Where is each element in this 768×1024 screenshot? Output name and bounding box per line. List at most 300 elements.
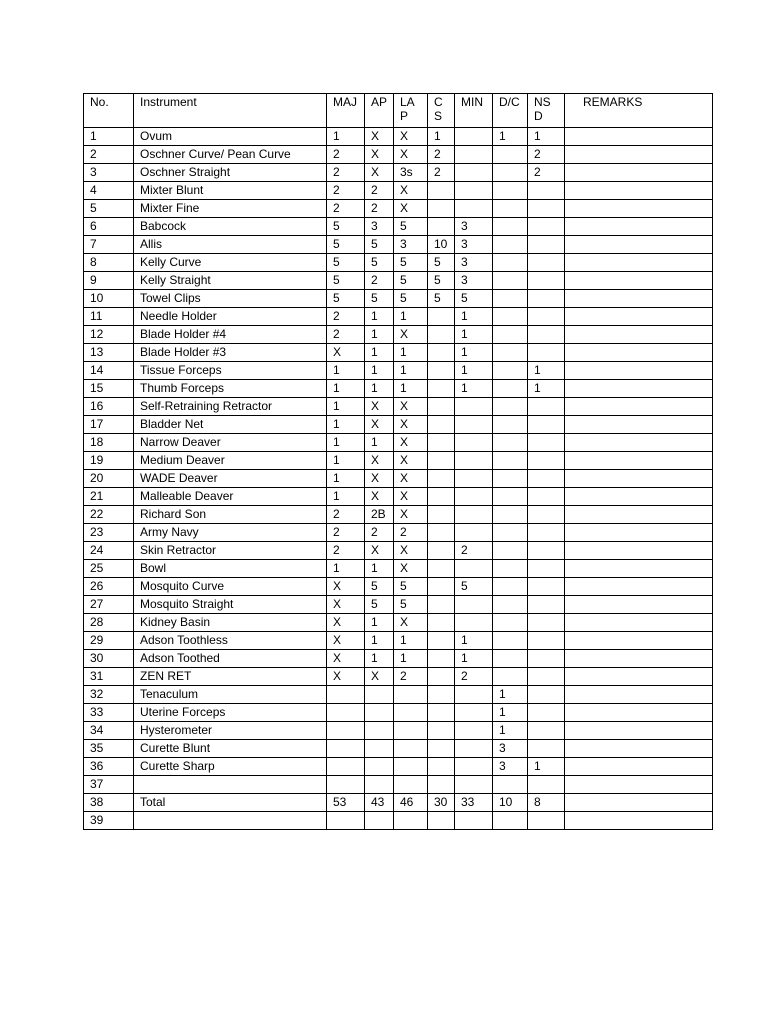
cell-no: 19 [84,452,134,470]
cell-no: 20 [84,470,134,488]
cell-nsd: 1 [528,362,565,380]
table-row [84,722,713,740]
cell-min: 5 [455,290,493,308]
cell-no: 8 [84,254,134,272]
cell-remarks [565,308,713,326]
cell-min [455,560,493,578]
cell-instrument: Richard Son [134,506,327,524]
cell-nsd [528,578,565,596]
cell-nsd [528,452,565,470]
cell-no: 15 [84,380,134,398]
cell-min [455,506,493,524]
cell-lap: X [394,416,428,434]
cell-maj: X [327,668,365,686]
cell-remarks [565,740,713,758]
table-row [84,326,713,344]
cell-nsd: 8 [528,794,565,812]
cell-instrument: Blade Holder #4 [134,326,327,344]
cell-no: 4 [84,182,134,200]
cell-maj: 1 [327,398,365,416]
cell-instrument: Adson Toothless [134,632,327,650]
cell-lap [394,758,428,776]
cell-cs [428,218,455,236]
cell-dc: 3 [493,740,528,758]
cell-dc: 1 [493,722,528,740]
cell-cs [428,200,455,218]
cell-instrument: Towel Clips [134,290,327,308]
cell-lap: X [394,326,428,344]
cell-remarks [565,146,713,164]
cell-dc [493,812,528,830]
cell-no: 18 [84,434,134,452]
table-row [84,290,713,308]
table-row [84,146,713,164]
header-lap: LAP [394,94,428,128]
header-ap: AP [365,94,394,128]
cell-no: 27 [84,596,134,614]
header-instrument: Instrument [134,94,327,128]
cell-no: 36 [84,758,134,776]
cell-lap: 5 [394,290,428,308]
cell-lap: 5 [394,578,428,596]
table-row [84,686,713,704]
cell-instrument: Uterine Forceps [134,704,327,722]
cell-maj: X [327,344,365,362]
table-body [84,128,713,830]
cell-lap: X [394,614,428,632]
cell-remarks [565,128,713,146]
cell-instrument: Narrow Deaver [134,434,327,452]
cell-maj [327,740,365,758]
cell-ap: 1 [365,326,394,344]
cell-lap: 5 [394,272,428,290]
cell-no: 14 [84,362,134,380]
table-row [84,542,713,560]
cell-cs [428,542,455,560]
cell-instrument: Kelly Straight [134,272,327,290]
table-row [84,794,713,812]
cell-instrument: Army Navy [134,524,327,542]
cell-instrument: Oschner Straight [134,164,327,182]
table-row [84,614,713,632]
table-row [84,812,713,830]
cell-ap: X [365,146,394,164]
header-nsd: NSD [528,94,565,128]
cell-instrument: Mixter Fine [134,200,327,218]
cell-nsd [528,812,565,830]
cell-dc [493,560,528,578]
cell-maj [327,686,365,704]
cell-dc [493,164,528,182]
cell-remarks [565,344,713,362]
cell-remarks [565,614,713,632]
cell-nsd [528,596,565,614]
cell-nsd [528,524,565,542]
table-row [84,776,713,794]
cell-cs: 2 [428,146,455,164]
cell-ap: 1 [365,362,394,380]
cell-dc [493,542,528,560]
cell-no: 24 [84,542,134,560]
cell-ap [365,758,394,776]
cell-ap: X [365,668,394,686]
cell-cs [428,398,455,416]
cell-dc [493,182,528,200]
cell-min: 2 [455,668,493,686]
cell-nsd: 2 [528,146,565,164]
cell-no: 2 [84,146,134,164]
cell-cs [428,506,455,524]
cell-min [455,812,493,830]
cell-nsd [528,218,565,236]
cell-cs: 10 [428,236,455,254]
cell-ap: 1 [365,434,394,452]
table-row [84,308,713,326]
cell-nsd [528,506,565,524]
header-no: No. [84,94,134,128]
cell-cs: 5 [428,290,455,308]
cell-min: 33 [455,794,493,812]
header-remarks: REMARKS [565,94,713,128]
cell-ap: 1 [365,614,394,632]
cell-no: 25 [84,560,134,578]
cell-cs [428,416,455,434]
cell-dc [493,524,528,542]
header-maj: MAJ [327,94,365,128]
cell-dc [493,398,528,416]
cell-nsd: 1 [528,758,565,776]
cell-remarks [565,776,713,794]
cell-nsd [528,740,565,758]
cell-min [455,470,493,488]
cell-ap: 5 [365,596,394,614]
table-row [84,650,713,668]
cell-remarks [565,650,713,668]
cell-lap: 5 [394,218,428,236]
cell-dc: 1 [493,128,528,146]
cell-nsd [528,776,565,794]
cell-min: 3 [455,272,493,290]
cell-cs [428,488,455,506]
instrument-count-table [83,93,713,830]
cell-no: 5 [84,200,134,218]
cell-dc [493,596,528,614]
table-row [84,632,713,650]
cell-maj: 1 [327,362,365,380]
cell-nsd [528,182,565,200]
cell-instrument [134,812,327,830]
cell-ap: 1 [365,308,394,326]
cell-nsd [528,200,565,218]
cell-instrument: Curette Sharp [134,758,327,776]
cell-nsd [528,668,565,686]
cell-instrument: Skin Retractor [134,542,327,560]
cell-min: 1 [455,632,493,650]
cell-instrument: Self-Retraining Retractor [134,398,327,416]
cell-no: 30 [84,650,134,668]
cell-ap [365,812,394,830]
cell-remarks [565,668,713,686]
table-row [84,344,713,362]
cell-lap: 46 [394,794,428,812]
cell-min [455,722,493,740]
cell-no: 38 [84,794,134,812]
cell-cs [428,380,455,398]
cell-maj [327,758,365,776]
cell-min: 1 [455,362,493,380]
cell-instrument: Hysterometer [134,722,327,740]
table-row [84,182,713,200]
cell-cs [428,740,455,758]
cell-instrument: Bowl [134,560,327,578]
cell-cs [428,326,455,344]
cell-cs: 30 [428,794,455,812]
cell-dc [493,452,528,470]
cell-no: 13 [84,344,134,362]
cell-no: 16 [84,398,134,416]
cell-min: 1 [455,650,493,668]
cell-ap: 3 [365,218,394,236]
cell-remarks [565,272,713,290]
cell-ap: X [365,128,394,146]
cell-remarks [565,578,713,596]
cell-dc [493,308,528,326]
cell-lap: X [394,542,428,560]
table-row [84,236,713,254]
cell-remarks [565,326,713,344]
table-row [84,488,713,506]
cell-remarks [565,470,713,488]
cell-nsd [528,488,565,506]
cell-dc: 10 [493,794,528,812]
cell-remarks [565,290,713,308]
cell-dc [493,668,528,686]
cell-instrument: Curette Blunt [134,740,327,758]
cell-instrument: Allis [134,236,327,254]
cell-ap: X [365,542,394,560]
cell-instrument: Malleable Deaver [134,488,327,506]
cell-dc [493,776,528,794]
cell-lap [394,722,428,740]
cell-ap: 5 [365,254,394,272]
cell-no: 17 [84,416,134,434]
cell-nsd [528,434,565,452]
cell-instrument: Adson Toothed [134,650,327,668]
cell-instrument: Blade Holder #3 [134,344,327,362]
cell-no: 3 [84,164,134,182]
cell-maj: 1 [327,470,365,488]
cell-maj: 2 [327,308,365,326]
cell-maj: 1 [327,452,365,470]
table-row [84,218,713,236]
cell-nsd [528,632,565,650]
table-row [84,164,713,182]
cell-lap [394,812,428,830]
cell-lap: 3 [394,236,428,254]
cell-nsd: 2 [528,164,565,182]
cell-remarks [565,452,713,470]
cell-lap: 5 [394,596,428,614]
cell-remarks [565,524,713,542]
cell-instrument: Oschner Curve/ Pean Curve [134,146,327,164]
cell-remarks [565,812,713,830]
cell-remarks [565,182,713,200]
cell-lap: X [394,182,428,200]
cell-nsd [528,542,565,560]
cell-no: 10 [84,290,134,308]
cell-cs [428,560,455,578]
cell-min: 3 [455,218,493,236]
cell-maj: 2 [327,524,365,542]
cell-maj: 2 [327,146,365,164]
cell-ap: 2 [365,272,394,290]
cell-maj [327,704,365,722]
cell-maj: 2 [327,326,365,344]
cell-remarks [565,488,713,506]
cell-maj: X [327,650,365,668]
cell-maj: 53 [327,794,365,812]
table-row [84,200,713,218]
cell-dc [493,218,528,236]
cell-maj [327,812,365,830]
cell-instrument: ZEN RET [134,668,327,686]
cell-no: 29 [84,632,134,650]
cell-lap: X [394,200,428,218]
cell-remarks [565,254,713,272]
cell-min: 1 [455,326,493,344]
cell-instrument: Total [134,794,327,812]
cell-dc: 1 [493,704,528,722]
cell-min [455,686,493,704]
cell-ap: 1 [365,560,394,578]
cell-instrument: Tissue Forceps [134,362,327,380]
cell-no: 32 [84,686,134,704]
cell-ap [365,722,394,740]
cell-nsd [528,326,565,344]
table-row [84,434,713,452]
cell-remarks [565,506,713,524]
cell-ap: X [365,470,394,488]
cell-remarks [565,542,713,560]
cell-lap [394,740,428,758]
cell-min [455,398,493,416]
cell-min: 5 [455,578,493,596]
cell-maj: 5 [327,290,365,308]
cell-min [455,704,493,722]
cell-cs [428,344,455,362]
table-row [84,416,713,434]
cell-cs [428,182,455,200]
cell-dc [493,200,528,218]
cell-min: 2 [455,542,493,560]
cell-nsd [528,308,565,326]
cell-cs: 2 [428,164,455,182]
cell-min [455,416,493,434]
cell-min [455,164,493,182]
cell-min: 3 [455,236,493,254]
cell-min: 1 [455,308,493,326]
table-row [84,506,713,524]
cell-min [455,434,493,452]
cell-instrument: Tenaculum [134,686,327,704]
cell-remarks [565,200,713,218]
cell-min [455,776,493,794]
cell-dc [493,236,528,254]
cell-maj: 5 [327,236,365,254]
cell-no: 1 [84,128,134,146]
cell-lap [394,776,428,794]
cell-nsd [528,236,565,254]
cell-no: 39 [84,812,134,830]
cell-ap: 2 [365,182,394,200]
cell-dc [493,506,528,524]
cell-lap: X [394,128,428,146]
cell-maj: 1 [327,128,365,146]
cell-ap: 1 [365,344,394,362]
cell-remarks [565,722,713,740]
cell-min [455,200,493,218]
cell-cs [428,614,455,632]
cell-cs [428,686,455,704]
table-row [84,254,713,272]
cell-lap: X [394,506,428,524]
table-row [84,380,713,398]
cell-remarks [565,164,713,182]
cell-ap: 2 [365,200,394,218]
cell-lap: 1 [394,632,428,650]
cell-ap: 1 [365,632,394,650]
cell-cs: 5 [428,272,455,290]
cell-no: 23 [84,524,134,542]
cell-dc [493,650,528,668]
cell-ap: X [365,488,394,506]
cell-min [455,596,493,614]
cell-remarks [565,560,713,578]
cell-no: 22 [84,506,134,524]
cell-maj: X [327,596,365,614]
cell-ap [365,686,394,704]
cell-instrument: Bladder Net [134,416,327,434]
cell-ap: 2 [365,524,394,542]
table-row [84,128,713,146]
cell-min [455,146,493,164]
cell-instrument: Mosquito Straight [134,596,327,614]
cell-maj: 5 [327,254,365,272]
cell-nsd [528,704,565,722]
cell-min [455,524,493,542]
cell-remarks [565,398,713,416]
cell-min: 1 [455,380,493,398]
cell-cs [428,776,455,794]
cell-cs [428,722,455,740]
cell-instrument: Medium Deaver [134,452,327,470]
cell-lap: X [394,488,428,506]
cell-remarks [565,632,713,650]
cell-nsd [528,398,565,416]
cell-dc [493,632,528,650]
cell-lap: 1 [394,362,428,380]
cell-no: 6 [84,218,134,236]
cell-instrument: Kelly Curve [134,254,327,272]
cell-ap: 2B [365,506,394,524]
cell-nsd [528,272,565,290]
cell-no: 7 [84,236,134,254]
cell-nsd [528,344,565,362]
cell-instrument: Babcock [134,218,327,236]
cell-lap: 1 [394,380,428,398]
cell-ap [365,740,394,758]
table-row [84,740,713,758]
